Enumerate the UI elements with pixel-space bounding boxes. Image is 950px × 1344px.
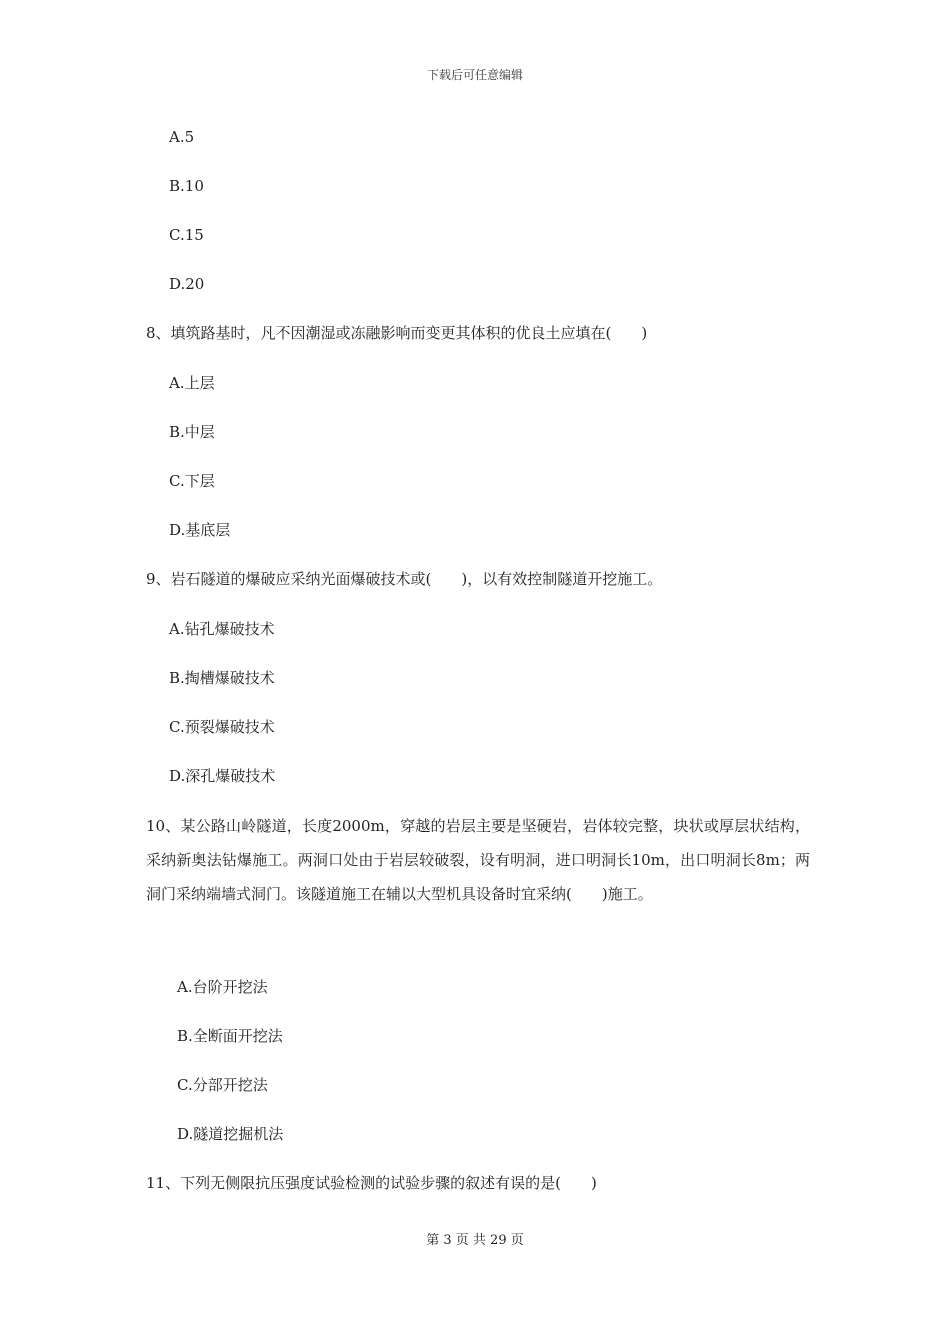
q7-option-c: C.15 (169, 226, 204, 244)
q8-stem: 8、填筑路基时，凡不因潮湿或冻融影响而变更其体积的优良土应填在( ) (146, 324, 648, 342)
q9-option-d: D.深孔爆破技术 (169, 767, 276, 785)
q9-option-a: A.钻孔爆破技术 (169, 620, 275, 638)
q10-option-b: B.全断面开挖法 (177, 1027, 283, 1045)
q8-option-a: A.上层 (169, 374, 215, 392)
q10-stem: 10、某公路山岭隧道，长度2000m，穿越的岩层主要是坚硬岩，岩体较完整，块状或厚层状结构，采纳新奥法钻爆施工。两洞口处由于岩层较破裂，设有明洞，进口明洞长10m，出口明洞长8m；两洞门采纳端墙式洞门。该隧道施工在辅以大型机具设备时宜采纳( )施工。 (146, 817, 810, 903)
q8-option-c: C.下层 (169, 472, 215, 490)
q8-option-b: B.中层 (169, 423, 215, 441)
q7-option-a: A.5 (169, 128, 195, 146)
q9-option-b: B.掏槽爆破技术 (169, 669, 275, 687)
q10-option-d: D.隧道挖掘机法 (177, 1125, 284, 1143)
q7-option-d: D.20 (169, 275, 205, 293)
q7-option-b: B.10 (169, 177, 204, 195)
q9-stem: 9、岩石隧道的爆破应采纳光面爆破技术或( )，以有效控制隧道开挖施工。 (146, 570, 663, 588)
page-header: 下载后可任意编辑 (426, 68, 523, 82)
q9-option-c: C.预裂爆破技术 (169, 718, 275, 736)
q8-option-d: D.基底层 (169, 521, 231, 539)
q11-stem: 11、下列无侧限抗压强度试验检测的试验步骤的叙述有误的是( ) (146, 1174, 597, 1192)
q10-option-a: A.台阶开挖法 (177, 978, 268, 996)
page-footer: 第 3 页 共 29 页 (426, 1233, 524, 1248)
q10-option-c: C.分部开挖法 (177, 1076, 268, 1094)
